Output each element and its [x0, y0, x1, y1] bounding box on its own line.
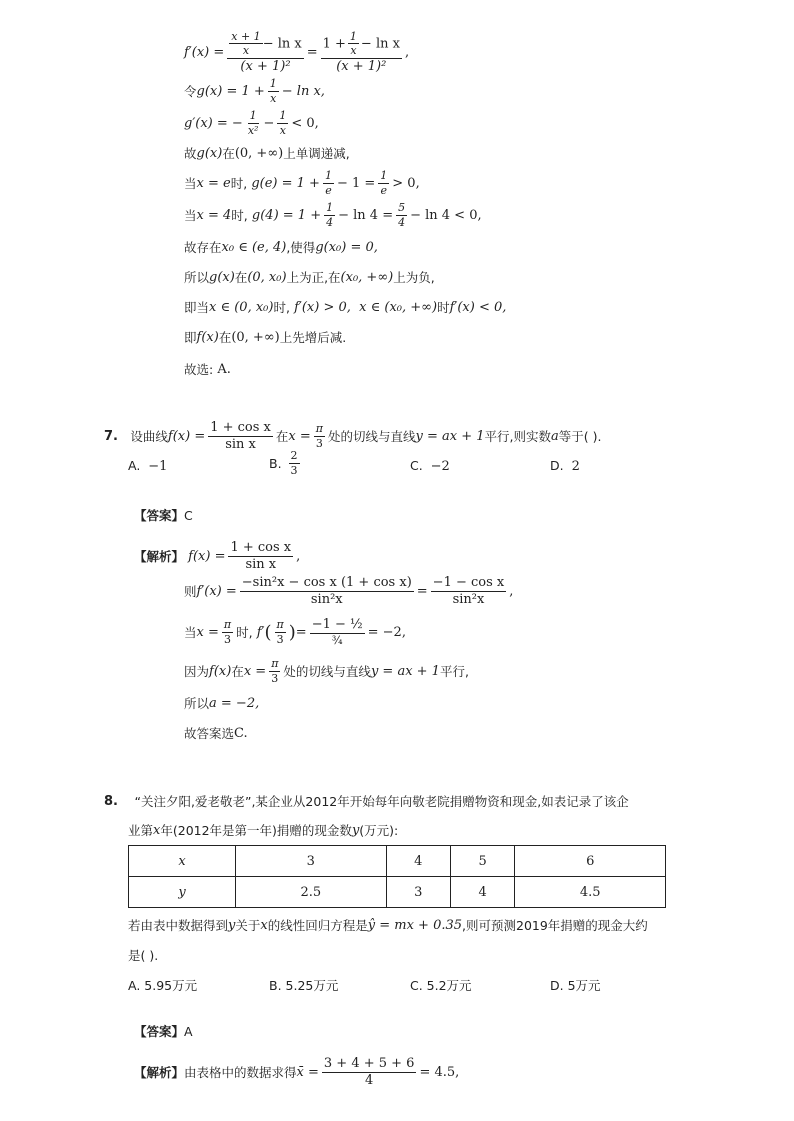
answer-tag: 【答案】: [134, 1024, 185, 1039]
analysis-line: 所以 a = −2,: [184, 695, 260, 711]
question-number: 7.: [104, 428, 118, 444]
table-cell: 3: [386, 877, 450, 908]
answer-tag: 【答案】: [134, 508, 185, 523]
answer-line: [134, 500, 193, 530]
question-8-options: [128, 970, 688, 1000]
derivative-line: f′(x) = $\frac{x + 1}{x}$ − ln x (x + 1)² = 1 + $\frac{1}{x}$ − ln x (x + 1)² ,: [184, 29, 410, 74]
solution-line: g′(x) = − $\frac{1}{\text{x²}}$ − $\frac{1}{x}$ < 0,: [184, 108, 319, 137]
fraction: $\frac{x + 1}{x}$ − ln x (x + 1)²: [227, 31, 303, 74]
fraction: 1 + $\frac{1}{x}$ − ln x (x + 1)²: [322, 29, 400, 74]
table-cell: 3: [236, 846, 387, 877]
option-a: A. −1: [128, 458, 168, 474]
option-d: D. 2: [550, 458, 580, 474]
answer-value: C: [184, 507, 193, 523]
math: f′(x) =: [184, 44, 225, 60]
table-cell: 2.5: [236, 877, 387, 908]
question-8-stem-cont: 若由表中数据得到 y 关于 x 的线性回归方程是 ŷ = mx + 0.35 ,则可预测2019年捐赠的现金大约: [128, 917, 648, 933]
table-cell: 4.5: [515, 877, 666, 908]
solution-line: 故 g(x) 在 (0, +∞) 上单调递减,: [184, 145, 350, 161]
analysis-line: 当 x = $\frac{\pi}{3}$ 时, f′ ( $\frac{\pi}{3}$ ) = $\frac{\text{−1 − ½}}{\text{¾}}$ = −2,: [184, 616, 406, 647]
analysis-line: 则 f′(x) = $\frac{\text{−sin²x − cos x (1 + cos x)}}{\text{sin²x}}$ = $\frac{\text{−1 − cos x}}{\text{sin²x}}$ ,: [184, 574, 514, 607]
question-8-stem: 8. “关注夕阳,爱老敬老”,某企业从2012年开始每年向敬老院捐赠物资和现金,如表记录了该企: [104, 793, 629, 809]
table-row: [129, 877, 666, 908]
option-d: D. 5万元: [550, 978, 601, 993]
question-number: 8.: [104, 793, 118, 809]
solution-line: 所以 g(x) 在 (0, x₀) 上为正,在 (x₀, +∞) 上为负,: [184, 269, 435, 285]
data-table: [128, 845, 666, 908]
analysis-line: 【解析】 f(x) = $\frac{\text{1 + cos x}}{\text{sin x}}$ ,: [134, 539, 301, 572]
analysis-line: 故答案选 C.: [184, 725, 248, 741]
table-cell: 6: [515, 846, 666, 877]
question-7-stem: 7. 设曲线 f(x) = $\frac{\text{1 + cos x}}{\text{sin x}}$ 在 x = $\frac{\pi}{3}$ 处的切线与直线 y = ax + 1 平行,则实数 a 等于( ).: [104, 419, 602, 452]
analysis-line: 【解析】 由表格中的数据求得 x̄ = $\frac{3 + 4 + 5 + 6}{4}$ = 4.5,: [134, 1055, 460, 1088]
analysis-tag: 【解析】: [134, 549, 185, 564]
table-cell: x: [129, 846, 236, 877]
table-cell: 5: [450, 846, 514, 877]
table-row: [129, 846, 666, 877]
question-7-options: [128, 450, 688, 486]
solution-line: 即 f(x) 在 (0, +∞) 上先增后减.: [184, 329, 347, 345]
question-8-stem-cont: 是( ).: [128, 948, 159, 963]
solution-line: 令 g(x) = 1 + $\frac{1}{x}$ − ln x,: [184, 76, 325, 105]
question-8-stem-cont: 业第 x 年(2012年是第一年)捐赠的现金数 y (万元):: [128, 822, 399, 838]
solution-line: 当 x = e 时, g(e) = 1 + $\frac{1}{e}$ − 1 = $\frac{1}{e}$ > 0,: [184, 168, 420, 197]
option-b: B. 5.25万元: [269, 978, 339, 993]
solution-line: 即当 x ∈ (0, x₀) 时, f′(x) > 0, x ∈ (x₀, +∞) 时 f′(x) < 0,: [184, 299, 507, 315]
solution-line: 当 x = 4 时, g(4) = 1 + $\frac{1}{4}$ − ln 4 = $\frac{5}{4}$ − ln 4 < 0,: [184, 200, 482, 229]
answer-value: A: [184, 1023, 193, 1039]
table-cell: 4: [450, 877, 514, 908]
option-c: C. 5.2万元: [410, 978, 472, 993]
option-c: C. −2: [410, 458, 450, 474]
final-choice-line: 故选: A.: [184, 361, 231, 377]
table-cell: y: [129, 877, 236, 908]
table-cell: 4: [386, 846, 450, 877]
answer-line: [134, 1016, 193, 1046]
analysis-tag: 【解析】: [134, 1065, 185, 1080]
solution-line: 故存在 x₀ ∈ (e, 4) ,使得 g(x₀) = 0,: [184, 239, 378, 255]
analysis-line: 因为 f(x) 在 x = $\frac{\pi}{3}$ 处的切线与直线 y = ax + 1 平行,: [184, 656, 469, 685]
option-b: B. $\frac{2}{3}$: [269, 449, 298, 477]
option-a: A. 5.95万元: [128, 978, 198, 993]
